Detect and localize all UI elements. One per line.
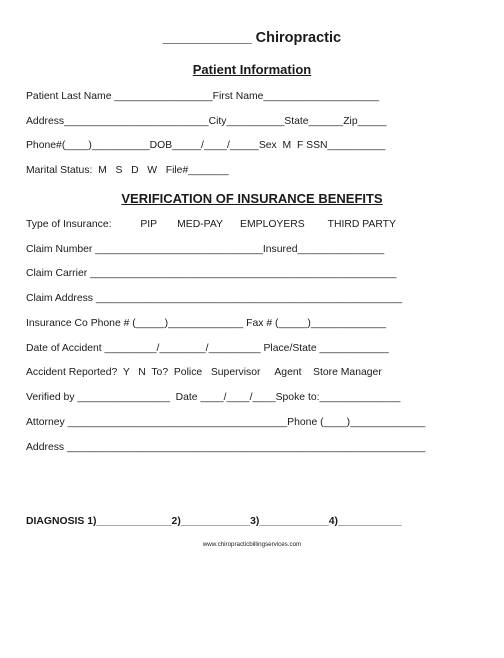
phone-dob-sex-ssn-line: Phone#(____)__________DOB_____/____/_____Sex M F SSN__________ xyxy=(26,140,386,151)
address-line: Address_________________________City__________State______Zip_____ xyxy=(26,116,387,127)
claim-address-line: Claim Address _____________________________________________________ xyxy=(26,293,403,304)
verified-by-line: Verified by ________________ Date ____/____/____Spoke to:______________ xyxy=(26,392,401,403)
verification-heading: VERIFICATION OF INSURANCE BENEFITS xyxy=(121,191,383,206)
diagnosis-line: DIAGNOSIS 1)_____________2)____________3)____________4)___________ xyxy=(26,516,402,527)
marital-status-line: Marital Status: M S D W File#_______ xyxy=(26,165,229,176)
attorney-line: Attorney ______________________________________Phone (____)_____________ xyxy=(26,417,426,428)
insurance-type-line: Type of Insurance: PIP MED-PAY EMPLOYERS THIRD PARTY xyxy=(26,219,396,230)
patient-name-line: Patient Last Name _________________First Name____________________ xyxy=(26,91,379,102)
patient-information-heading: Patient Information xyxy=(192,62,312,77)
footer-url: www.chiropracticbillingservices.com xyxy=(202,541,302,548)
insurance-phone-fax-line: Insurance Co Phone # (_____)_____________ Fax # (_____)_____________ xyxy=(26,318,386,329)
date-of-accident-line: Date of Accident _________/________/_________ Place/State ____________ xyxy=(26,343,389,354)
accident-reported-line: Accident Reported? Y N To? Police Supervisor Agent Store Manager xyxy=(26,367,382,378)
claim-carrier-line: Claim Carrier _____________________________________________________ xyxy=(26,268,397,279)
attorney-address-line: Address ______________________________________________________________ xyxy=(26,442,426,453)
claim-number-line: Claim Number _____________________________Insured_______________ xyxy=(26,244,385,255)
form-title: ___________ Chiropractic xyxy=(162,30,342,46)
